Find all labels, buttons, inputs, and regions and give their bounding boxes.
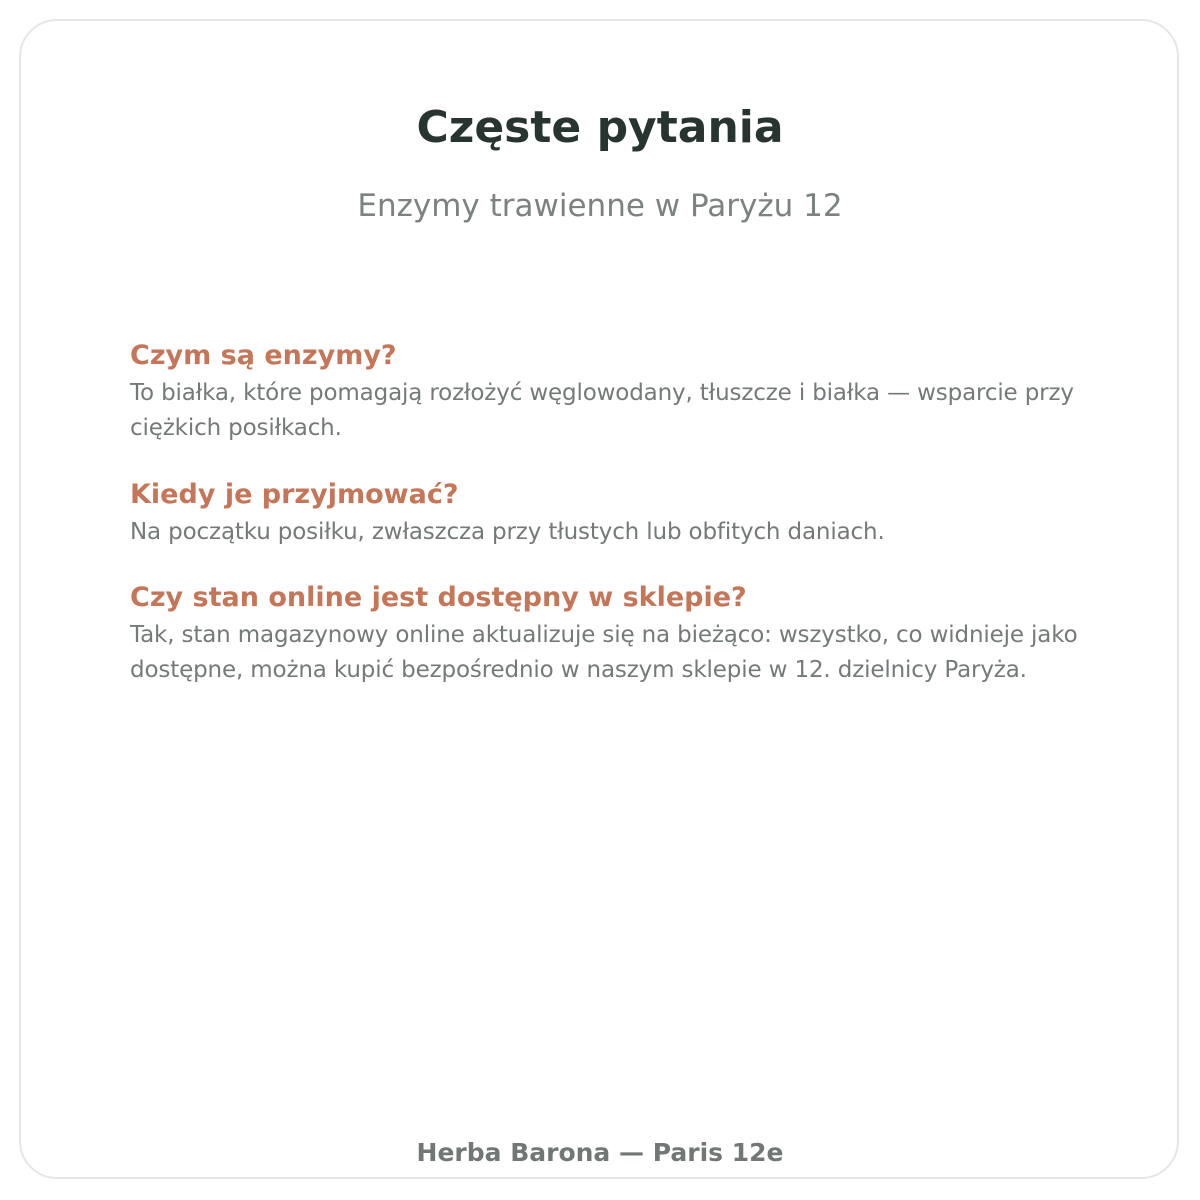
faq-item (130, 475, 1110, 550)
page-title: Częste pytania (416, 102, 784, 153)
faq-item (130, 578, 1110, 688)
faq-answer: To białka, które pomagają rozłożyć węglowodany, tłuszcze i białka — wsparcie przy ciężkich posiłkach. (130, 380, 1074, 441)
page-subtitle: Enzymy trawienne w Paryżu 12 (357, 188, 843, 224)
faq-question: Kiedy je przyjmować? (130, 479, 459, 510)
faq-item (130, 336, 1110, 446)
footer-brand: Herba Barona — Paris 12e (416, 1138, 784, 1167)
faq-question: Czy stan online jest dostępny w sklepie? (130, 582, 747, 613)
faq-answer: Na początku posiłku, zwłaszcza przy tłustych lub obfitych daniach. (130, 519, 885, 545)
faq-answer: Tak, stan magazynowy online aktualizuje się na bieżąco: wszystko, co widnieje jako dostępne, można kupić bezpośrednio w naszym sklepie w 12. dzielnicy Paryża. (130, 622, 1078, 683)
faq-question: Czym są enzymy? (130, 340, 397, 371)
